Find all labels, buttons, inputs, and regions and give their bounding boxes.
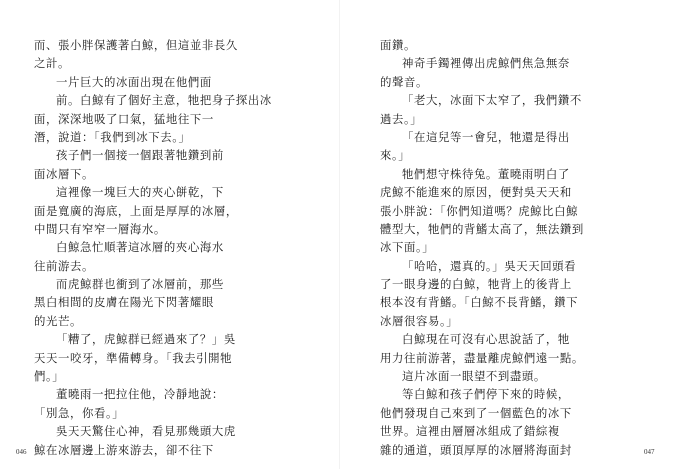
- text-line: 根本沒有背鰭。「白鯨不長背鰭，鑽下: [380, 295, 579, 310]
- text-line: 孩子們一個接一個跟著牠鑽到前: [56, 148, 224, 163]
- text-line: 之計。: [34, 56, 70, 71]
- text-line: 過去。」: [380, 111, 423, 126]
- text-line: 們。」: [34, 369, 65, 384]
- page-number-right: 047: [644, 448, 655, 456]
- text-line: 的聲音。: [380, 74, 428, 89]
- text-line: 雜的通道，頭頂厚厚的冰層將海面封: [380, 442, 572, 457]
- text-line: 虎鯨不能進來的原因，便對吳天天和: [380, 185, 572, 200]
- right-page: [380, 36, 650, 459]
- text-line: 張小胖說：「你們知道嗎？虎鯨比白鯨: [380, 203, 579, 218]
- text-line: 了一眼身邊的白鯨，牠背上的後背上: [380, 277, 572, 292]
- text-line: 天天一咬牙，準備轉身。「我去引開牠: [34, 350, 233, 365]
- text-line: 「糟了，虎鯨群已經過來了？」吳: [56, 332, 236, 347]
- text-line: 面鑽。: [380, 38, 416, 52]
- text-line: 神奇手鐲裡傳出虎鯨們焦急無奈: [402, 56, 570, 71]
- text-line: 牠們想守株待兔。董曉雨明白了: [402, 166, 570, 181]
- text-line: 前。白鯨有了個好主意，牠把身子探出冰: [56, 93, 272, 108]
- text-line: 白鯨現在可沒有心思說話了，牠: [402, 332, 570, 347]
- text-line: 鯨在冰層邊上游來游去，卻不往下: [34, 442, 214, 457]
- text-line: 「老大，冰面下太窄了，我們鑽不: [402, 93, 582, 108]
- text-line: 他們發現自己來到了一個藍色的冰下: [380, 405, 572, 420]
- text-line: 一片巨大的冰面出現在他們面: [56, 74, 212, 89]
- text-line: 這裡像一塊巨大的夾心餅乾，下: [56, 185, 224, 200]
- text-line: 用力往前游著，盡量離虎鯨們遠一點。: [380, 350, 584, 365]
- text-line: 吳天天驚住心神，看見那幾頭大虎: [56, 424, 236, 439]
- left-page: [34, 36, 304, 459]
- text-line: 面，深深地吸了口氣，猛地往下一: [34, 111, 214, 126]
- text-line: 潛，說道：「我們到冰下去。」: [34, 129, 191, 144]
- text-line: 冰層很容易。」: [380, 313, 459, 328]
- text-line: 中間只有窄窄一層海水。: [34, 221, 166, 236]
- text-line: 冰下面。」: [380, 240, 435, 255]
- text-line: 等白鯨和孩子們停下來的時候，: [402, 387, 570, 402]
- page-gutter: [339, 0, 340, 469]
- text-line: 這片冰面一眼望不到盡頭。: [402, 369, 546, 384]
- text-line: 「哈哈，還真的。」吳天天回頭看: [402, 258, 577, 273]
- text-line: 來。」: [380, 148, 411, 163]
- text-line: 往前游去。: [34, 258, 94, 273]
- page-number-left: 046: [16, 448, 27, 456]
- text-line: 董曉雨一把拉住他，冷靜地說：: [56, 387, 224, 402]
- text-line: 世界。這裡由層層冰組成了錯綜複: [380, 424, 560, 439]
- text-line: 體型大，牠們的背鰭太高了，無法鑽到: [380, 221, 584, 236]
- text-line: 「在這兒等一會兒，牠還是得出: [402, 129, 570, 144]
- text-line: 黑白相間的皮膚在陽光下閃著耀眼: [34, 295, 214, 310]
- text-line: 而虎鯨群也衝到了冰層前，那些: [56, 277, 224, 292]
- text-line: 面冰層下。: [34, 166, 94, 181]
- text-line: 白鯨急忙順著這冰層的夾心海水: [56, 240, 224, 255]
- text-line: 面是寬廣的海底，上面是厚厚的冰層，: [34, 203, 238, 218]
- text-line: 「別急，你看。」: [34, 405, 125, 420]
- text-line: 而、張小胖保護著白鯨，但這並非長久: [34, 38, 238, 52]
- text-line: 的光芒。: [34, 313, 82, 328]
